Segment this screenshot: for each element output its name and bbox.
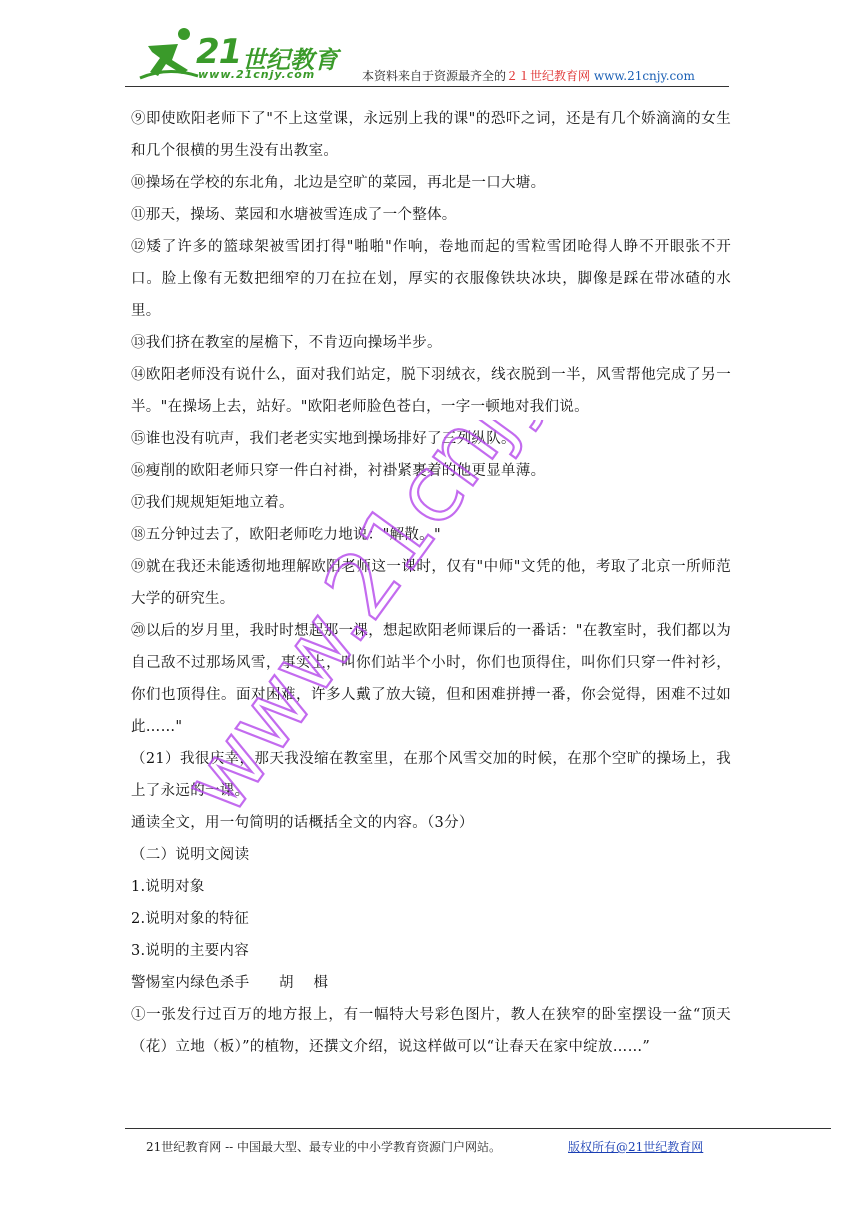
paragraph: ①一张发行过百万的地方报上，有一幅特大号彩色图片，教人在狭窄的卧室摆设一盆“顶天（花）立地（板）”的植物，还撰文介绍，说这样做可以“让春天在家中绽放……” [131,1007,731,1055]
paragraph: 3.说明的主要内容 [131,943,250,959]
logo-number: 21 [196,32,242,72]
site-logo[interactable] [138,26,348,86]
paragraph: 1.说明对象 [131,879,205,895]
watermark-graphic [190,420,630,840]
footer-divider [125,1128,831,1129]
paragraph: ⑲就在我还未能透彻地理解欧阳老师这一课时，仅有"中师"文凭的他，考取了北京一所师范大学的研究生。 [131,559,731,607]
paragraph: ⑱五分钟过去了，欧阳老师吃力地说："解散。" [131,527,441,543]
watermark-text: www.21cnjy.com [190,420,630,833]
paragraph: ⑯瘦削的欧阳老师只穿一件白衬褂，衬褂紧裹着的他更显单薄。 [131,463,546,479]
logo-url: www.21cnjy.com [198,68,316,81]
header-note [362,67,695,84]
paragraph: ⑭欧阳老师没有说什么，面对我们站定，脱下羽绒衣，线衣脱到一半，风雪帮他完成了另一半。"在操场上去，站好。"欧阳老师脸色苍白，一字一顿地对我们说。 [131,367,731,415]
paragraph: （21）我很庆幸，那天我没缩在教室里，在那个风雪交加的时候，在那个空旷的操场上，我上了永远的一课。 [131,751,731,799]
paragraph: ⑩操场在学校的东北角，北边是空旷的菜园，再北是一口大塘。 [131,175,546,191]
paragraph: ⑰我们规规矩矩地立着。 [131,495,294,511]
logo-name: 世纪教育 [242,46,338,74]
header-note-prefix: 本资料来自于资源最齐全的 [362,69,507,83]
footer-text: 21世纪教育网 -- 中国最大型、最专业的中小学教育资源门户网站。 [146,1140,502,1154]
header-url-link[interactable]: www.21cnjy.com [593,69,695,83]
paragraph: ⑬我们挤在教室的屋檐下，不肯迈向操场半步。 [131,335,442,351]
paragraph: ⑨即使欧阳老师下了"不上这堂课，永远别上我的课"的恐吓之词，还是有几个娇滴滴的女生和几个很横的男生没有出教室。 [131,111,731,159]
paragraph: ⑳以后的岁月里，我时时想起那一课，想起欧阳老师课后的一番话："在教室时，我们都以为自己敌不过那场风雪，事实上，叫你们站半个小时，你们也顶得住，叫你们只穿一件衬衫，你们也顶得住。面对困难，许多人戴了放大镜，但和困难拼搏一番，你会觉得，困难不过如此……" [131,623,731,735]
footer-copyright-link[interactable]: 版权所有@21世纪教育网 [568,1140,704,1154]
paragraph: （二）说明文阅读 [131,847,250,863]
header-divider [125,86,729,87]
paragraph: 2.说明对象的特征 [131,911,250,927]
paragraph: ⑫矮了许多的篮球架被雪团打得"啪啪"作响，卷地而起的雪粒雪团呛得人睁不开眼张不开口。脸上像有无数把细窄的刀在拉在划，厚实的衣服像铁块冰块，脚像是踩在带冰碴的水里。 [131,239,731,319]
paragraph: 通读全文，用一句简明的话概括全文的内容。（3分） [131,815,474,831]
watermark [190,420,630,840]
paragraph: ⑪那天，操场、菜园和水塘被雪连成了一个整体。 [131,207,457,223]
page-header [0,0,860,95]
paragraph: ⑮谁也没有吭声，我们老老实实地到操场排好了三列纵队。 [131,431,516,447]
paragraph: 警惕室内绿色杀手 胡 楫 [131,975,329,991]
header-site-link[interactable]: ２１世纪教育网 [506,69,591,83]
